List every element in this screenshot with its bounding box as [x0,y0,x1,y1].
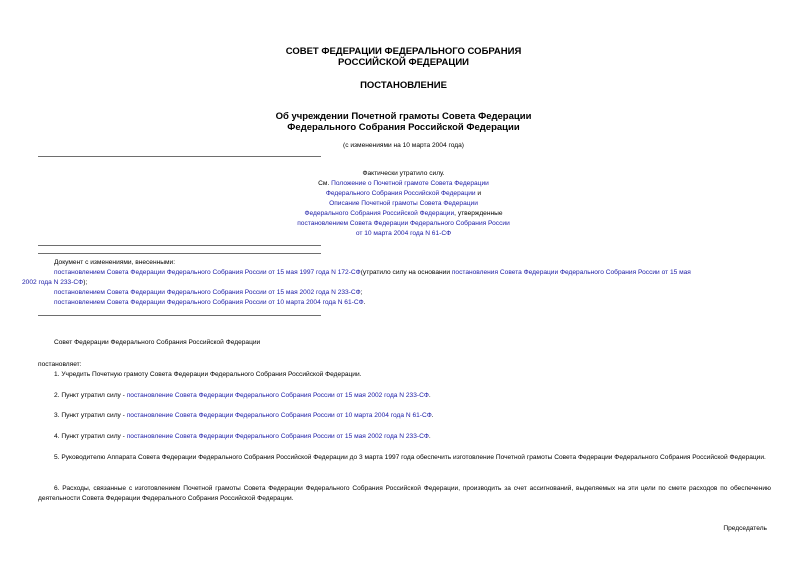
see-also-line1 [0,179,807,189]
paragraph-3-link[interactable]: постановление Совета Федерации Федерального Собрания России от 10 марта 2004 года N 61-СФ [126,412,432,419]
punct: . [428,433,431,440]
repeal-link[interactable]: постановления Совета Федерации Федерального Собрания России от 15 мая [451,269,691,276]
changes-item-2 [38,288,771,298]
changes-item-3 [38,298,771,308]
see-also-line5 [0,219,807,229]
punct: ); [83,279,88,286]
paragraph-2 [38,391,771,401]
punct: ; [360,289,363,296]
description-link-cont[interactable]: Федерального Собрания Российской Федерации [304,210,455,217]
change-link-1997[interactable]: постановлением Совета Федерации Федерального Собрания России от 15 мая 1997 года N 172-СФ [54,269,361,276]
see-prefix: См. [318,180,330,187]
punct: . [431,412,434,419]
divider [38,253,321,254]
document-title-line1: Об учреждении Почетной грамоты Совета Федерации [275,111,532,122]
see-also-line6 [0,229,807,239]
description-link[interactable]: Описание Почетной грамоты Совета Федерации [329,200,478,207]
divider [38,156,321,157]
paragraph-3 [38,411,771,421]
amendment-note: (с изменениями на 10 марта 2004 года) [343,142,464,149]
signature-title: Председатель [723,525,767,532]
repealed-prefix: 2. Пункт утратил силу - [54,392,127,399]
paragraph-5: 5. Руководителю Аппарата Совета Федерации Федерального Собрания Российской Федерации до 3 марта 1997 года обеспечить изготовление Почетной грамоты Совета Федерации Федерального Собрания Российской Федерации. [54,454,766,461]
decrees-text: постановляет: [38,361,82,368]
paragraph-2-link[interactable]: постановление Совета Федерации Федерального Собрания России от 15 мая 2002 года N 233-СФ [126,392,429,399]
paragraph-1: 1. Учредить Почетную грамоту Совета Федерации Федерального Собрания Российской Федерации. [54,371,362,378]
issuer-heading-line1: СОВЕТ ФЕДЕРАЦИИ ФЕДЕРАЛЬНОГО СОБРАНИЯ [285,46,522,57]
repealed-prefix: 3. Пункт утратил силу - [54,412,127,419]
document-title-line2: Федерального Собрания Российской Федерации [287,122,520,133]
punct: . [428,392,431,399]
punct: . [363,299,366,306]
repeal-link-cont[interactable]: 2002 года N 233-СФ [22,279,84,286]
issuer-text: Совет Федерации Федерального Собрания Российской Федерации [54,339,261,346]
see-also-line2 [0,189,807,199]
paragraph-4 [38,432,771,442]
issuer-heading-line2: РОССИЙСКОЙ ФЕДЕРАЦИИ [337,57,469,68]
resolution-link-cont[interactable]: от 10 марта 2004 года N 61-СФ [355,230,452,237]
see-also-line4 [0,209,807,219]
change-link-2002[interactable]: постановлением Совета Федерации Федерального Собрания России от 15 мая 2002 года N 233-СФ [54,289,361,296]
conjunction: и [477,190,482,197]
paragraph-6: 6. Расходы, связанные с изготовлением Почетной грамоты Совета Федерации Федерального Собрания Российской Федерации, производить за счет ассигнований, выделяемых на эти цели по смете расходов по обеспечению деятельности Совета Федерации Федерального Собрания Российской Федерации. [38,485,771,502]
change-link-2004[interactable]: постановлением Совета Федерации Федерального Собрания России от 10 марта 2004 года N 61-СФ [54,299,364,306]
see-also-line3 [0,199,807,209]
paragraph-4-link[interactable]: постановление Совета Федерации Федерального Собрания России от 15 мая 2002 года N 233-СФ [126,433,429,440]
change-note: (утратило силу на основании [360,269,452,276]
repealed-prefix: 4. Пункт утратил силу - [54,433,127,440]
document-type: ПОСТАНОВЛЕНИЕ [360,80,447,91]
regulation-link[interactable]: Положение о Почетной грамоте Совета Федерации [331,180,489,187]
divider [38,315,321,316]
resolution-link[interactable]: постановлением Совета Федерации Федерального Собрания России [297,220,510,227]
approved-text: , утвержденные [454,210,503,217]
invalid-status: Фактически утратило силу. [362,170,445,177]
divider [38,245,321,246]
regulation-link-cont[interactable]: Федерального Собрания Российской Федерации [325,190,476,197]
changes-item-1 [22,268,771,288]
changes-heading: Документ с изменениями, внесенными: [54,259,176,266]
